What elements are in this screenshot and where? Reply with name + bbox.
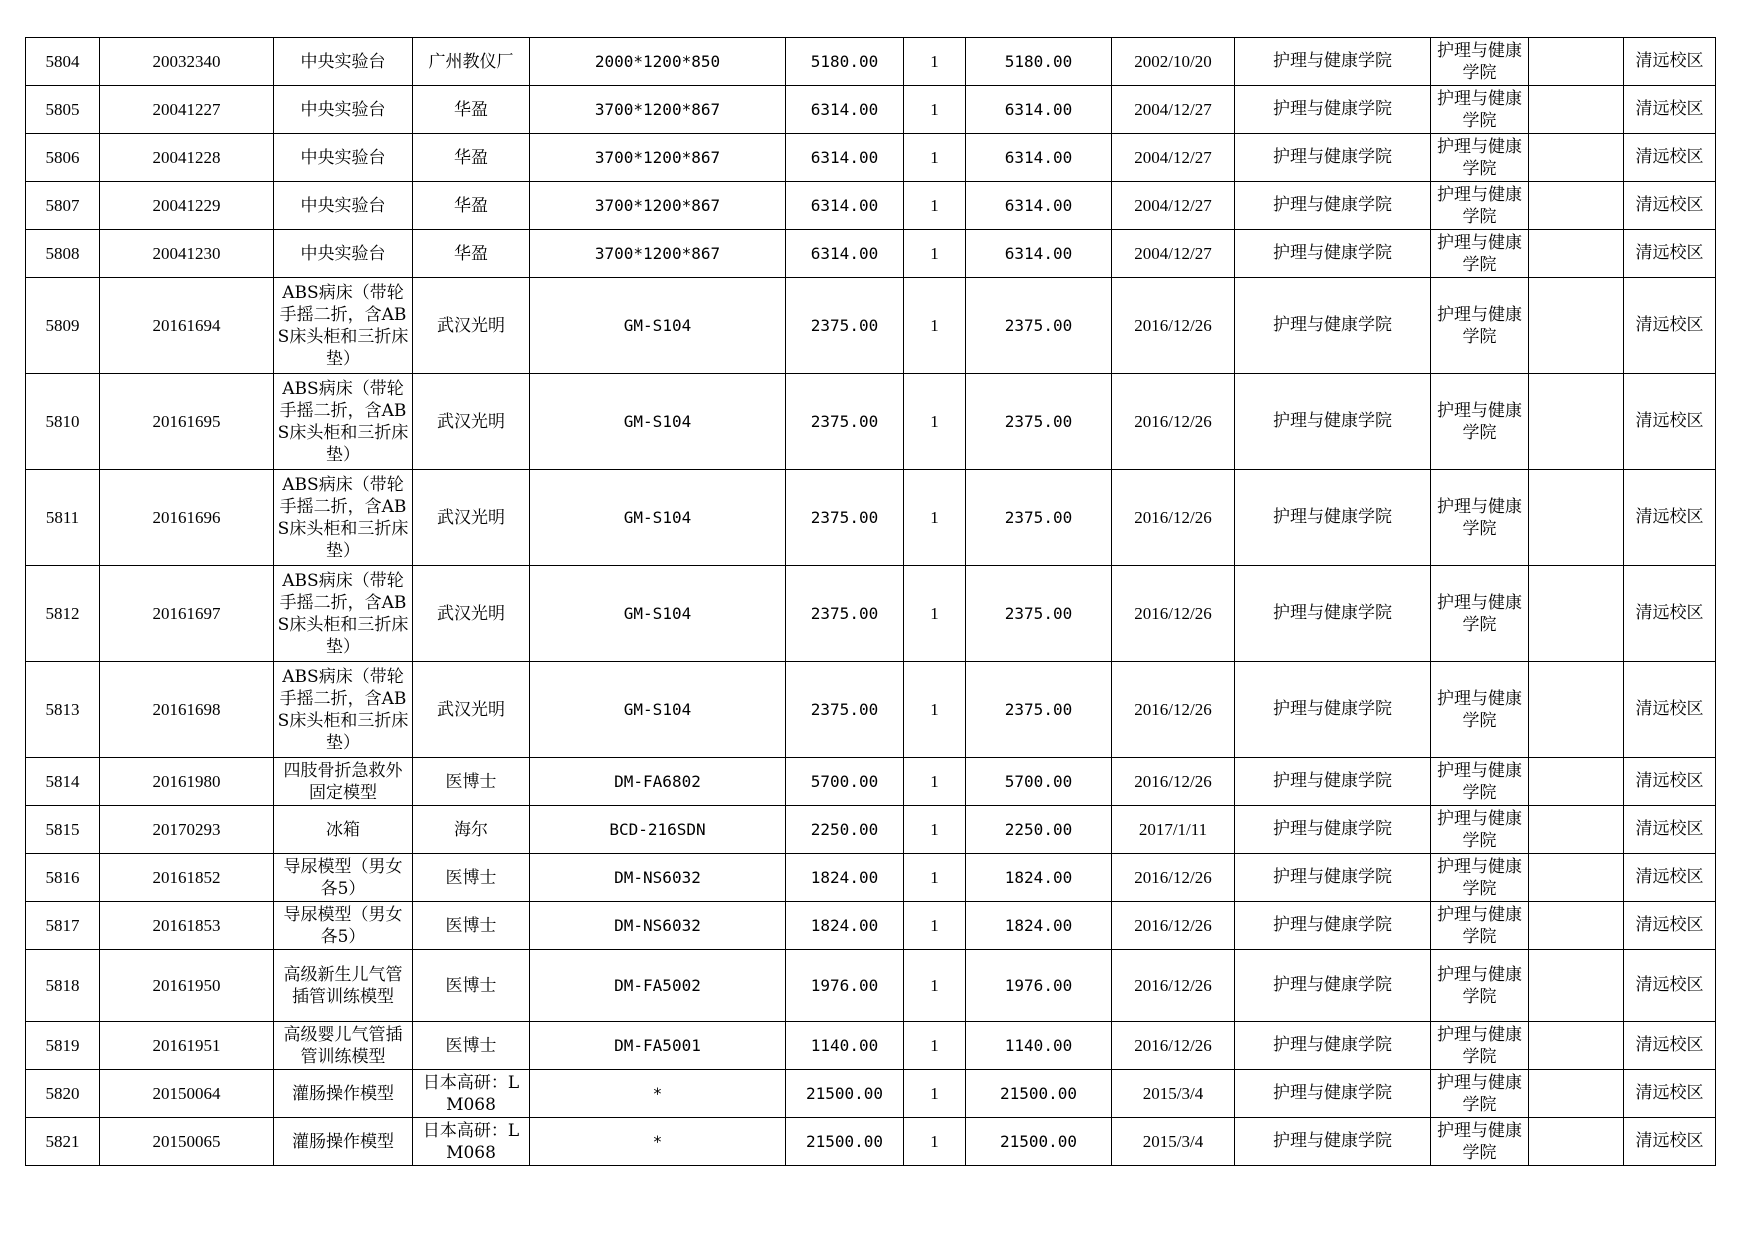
cell-department: 护理与健康学院 — [1235, 1118, 1431, 1166]
cell-quantity: 1 — [904, 1070, 966, 1118]
cell-campus: 清远校区 — [1624, 86, 1716, 134]
cell-seq: 5815 — [26, 806, 100, 854]
cell-seq: 5814 — [26, 758, 100, 806]
cell-asset-code: 20150064 — [100, 1070, 274, 1118]
cell-date: 2015/3/4 — [1112, 1118, 1235, 1166]
cell-maker: 日本高研：LM068 — [413, 1118, 530, 1166]
cell-date: 2016/12/26 — [1112, 278, 1235, 374]
table-row — [26, 566, 1716, 662]
cell-asset-name: 高级新生儿气管插管训练模型 — [274, 950, 413, 1022]
cell-campus: 清远校区 — [1624, 182, 1716, 230]
cell-seq: 5805 — [26, 86, 100, 134]
cell-department: 护理与健康学院 — [1235, 86, 1431, 134]
cell-campus: 清远校区 — [1624, 1022, 1716, 1070]
cell-department: 护理与健康学院 — [1235, 182, 1431, 230]
cell-campus: 清远校区 — [1624, 662, 1716, 758]
cell-quantity: 1 — [904, 134, 966, 182]
cell-date: 2004/12/27 — [1112, 134, 1235, 182]
cell-remark — [1529, 662, 1624, 758]
cell-amount: 5700.00 — [966, 758, 1112, 806]
cell-amount: 21500.00 — [966, 1118, 1112, 1166]
cell-maker: 武汉光明 — [413, 470, 530, 566]
table-row — [26, 374, 1716, 470]
table-row — [26, 950, 1716, 1022]
cell-asset-name: 灌肠操作模型 — [274, 1070, 413, 1118]
cell-quantity: 1 — [904, 86, 966, 134]
cell-campus: 清远校区 — [1624, 1118, 1716, 1166]
cell-remark — [1529, 134, 1624, 182]
cell-quantity: 1 — [904, 806, 966, 854]
cell-asset-name: ABS病床（带轮手摇二折，含ABS床头柜和三折床垫） — [274, 662, 413, 758]
cell-asset-code: 20041230 — [100, 230, 274, 278]
cell-maker: 医博士 — [413, 854, 530, 902]
cell-unit-price: 21500.00 — [786, 1118, 904, 1166]
table-row — [26, 806, 1716, 854]
cell-model: * — [530, 1118, 786, 1166]
cell-amount: 2375.00 — [966, 470, 1112, 566]
cell-unit-price: 2375.00 — [786, 374, 904, 470]
cell-user-department: 护理与健康学院 — [1431, 182, 1529, 230]
cell-asset-name: 导尿模型（男女各5） — [274, 854, 413, 902]
cell-model: DM-FA5001 — [530, 1022, 786, 1070]
cell-department: 护理与健康学院 — [1235, 1022, 1431, 1070]
cell-campus: 清远校区 — [1624, 278, 1716, 374]
cell-model: DM-NS6032 — [530, 902, 786, 950]
cell-unit-price: 2375.00 — [786, 566, 904, 662]
cell-amount: 6314.00 — [966, 134, 1112, 182]
cell-maker: 武汉光明 — [413, 662, 530, 758]
cell-date: 2016/12/26 — [1112, 374, 1235, 470]
cell-remark — [1529, 1070, 1624, 1118]
cell-asset-code: 20041229 — [100, 182, 274, 230]
cell-seq: 5807 — [26, 182, 100, 230]
cell-quantity: 1 — [904, 230, 966, 278]
cell-seq: 5804 — [26, 38, 100, 86]
cell-maker: 医博士 — [413, 902, 530, 950]
cell-date: 2016/12/26 — [1112, 854, 1235, 902]
cell-unit-price: 5180.00 — [786, 38, 904, 86]
cell-seq: 5813 — [26, 662, 100, 758]
cell-asset-code: 20041228 — [100, 134, 274, 182]
cell-model: DM-FA5002 — [530, 950, 786, 1022]
cell-unit-price: 1140.00 — [786, 1022, 904, 1070]
cell-unit-price: 1976.00 — [786, 950, 904, 1022]
cell-unit-price: 1824.00 — [786, 902, 904, 950]
cell-quantity: 1 — [904, 950, 966, 1022]
cell-quantity: 1 — [904, 1022, 966, 1070]
cell-date: 2004/12/27 — [1112, 230, 1235, 278]
cell-asset-code: 20161853 — [100, 902, 274, 950]
cell-model: GM-S104 — [530, 566, 786, 662]
cell-remark — [1529, 374, 1624, 470]
cell-amount: 1824.00 — [966, 854, 1112, 902]
cell-maker: 广州教仪厂 — [413, 38, 530, 86]
cell-department: 护理与健康学院 — [1235, 230, 1431, 278]
cell-maker: 华盈 — [413, 134, 530, 182]
cell-asset-name: ABS病床（带轮手摇二折，含ABS床头柜和三折床垫） — [274, 278, 413, 374]
cell-asset-name: 中央实验台 — [274, 134, 413, 182]
cell-department: 护理与健康学院 — [1235, 38, 1431, 86]
table-row — [26, 758, 1716, 806]
cell-department: 护理与健康学院 — [1235, 278, 1431, 374]
cell-seq: 5810 — [26, 374, 100, 470]
table-row — [26, 38, 1716, 86]
cell-department: 护理与健康学院 — [1235, 758, 1431, 806]
table-row — [26, 470, 1716, 566]
cell-quantity: 1 — [904, 854, 966, 902]
cell-campus: 清远校区 — [1624, 1070, 1716, 1118]
cell-model: 3700*1200*867 — [530, 134, 786, 182]
table-row — [26, 854, 1716, 902]
cell-maker: 华盈 — [413, 182, 530, 230]
cell-model: BCD-216SDN — [530, 806, 786, 854]
cell-remark — [1529, 38, 1624, 86]
cell-department: 护理与健康学院 — [1235, 1070, 1431, 1118]
cell-remark — [1529, 278, 1624, 374]
cell-remark — [1529, 1118, 1624, 1166]
cell-asset-name: 中央实验台 — [274, 230, 413, 278]
cell-asset-code: 20161698 — [100, 662, 274, 758]
cell-model: GM-S104 — [530, 278, 786, 374]
cell-amount: 1976.00 — [966, 950, 1112, 1022]
asset-table — [25, 37, 1716, 1166]
cell-date: 2016/12/26 — [1112, 470, 1235, 566]
cell-seq: 5819 — [26, 1022, 100, 1070]
cell-maker: 医博士 — [413, 1022, 530, 1070]
cell-date: 2002/10/20 — [1112, 38, 1235, 86]
table-row — [26, 1070, 1716, 1118]
cell-remark — [1529, 902, 1624, 950]
cell-asset-code: 20041227 — [100, 86, 274, 134]
cell-unit-price: 5700.00 — [786, 758, 904, 806]
cell-maker: 武汉光明 — [413, 566, 530, 662]
cell-date: 2004/12/27 — [1112, 182, 1235, 230]
cell-seq: 5816 — [26, 854, 100, 902]
cell-model: 3700*1200*867 — [530, 86, 786, 134]
cell-unit-price: 6314.00 — [786, 86, 904, 134]
cell-model: 3700*1200*867 — [530, 230, 786, 278]
table-row — [26, 182, 1716, 230]
cell-maker: 日本高研：LM068 — [413, 1070, 530, 1118]
cell-seq: 5818 — [26, 950, 100, 1022]
cell-quantity: 1 — [904, 566, 966, 662]
cell-asset-code: 20161852 — [100, 854, 274, 902]
cell-department: 护理与健康学院 — [1235, 854, 1431, 902]
cell-unit-price: 21500.00 — [786, 1070, 904, 1118]
cell-asset-code: 20161695 — [100, 374, 274, 470]
cell-remark — [1529, 86, 1624, 134]
cell-campus: 清远校区 — [1624, 902, 1716, 950]
cell-department: 护理与健康学院 — [1235, 902, 1431, 950]
cell-department: 护理与健康学院 — [1235, 134, 1431, 182]
cell-user-department: 护理与健康学院 — [1431, 1118, 1529, 1166]
cell-seq: 5820 — [26, 1070, 100, 1118]
cell-asset-name: ABS病床（带轮手摇二折，含ABS床头柜和三折床垫） — [274, 374, 413, 470]
cell-seq: 5812 — [26, 566, 100, 662]
cell-user-department: 护理与健康学院 — [1431, 278, 1529, 374]
cell-maker: 武汉光明 — [413, 278, 530, 374]
cell-unit-price: 6314.00 — [786, 134, 904, 182]
cell-quantity: 1 — [904, 182, 966, 230]
cell-maker: 海尔 — [413, 806, 530, 854]
cell-date: 2016/12/26 — [1112, 566, 1235, 662]
cell-campus: 清远校区 — [1624, 566, 1716, 662]
cell-asset-name: 灌肠操作模型 — [274, 1118, 413, 1166]
cell-campus: 清远校区 — [1624, 38, 1716, 86]
cell-remark — [1529, 854, 1624, 902]
cell-remark — [1529, 230, 1624, 278]
cell-date: 2016/12/26 — [1112, 950, 1235, 1022]
cell-date: 2016/12/26 — [1112, 902, 1235, 950]
cell-date: 2004/12/27 — [1112, 86, 1235, 134]
cell-department: 护理与健康学院 — [1235, 662, 1431, 758]
cell-asset-name: 冰箱 — [274, 806, 413, 854]
table-row — [26, 902, 1716, 950]
cell-seq: 5806 — [26, 134, 100, 182]
cell-amount: 6314.00 — [966, 230, 1112, 278]
cell-asset-name: ABS病床（带轮手摇二折，含ABS床头柜和三折床垫） — [274, 566, 413, 662]
cell-model: 3700*1200*867 — [530, 182, 786, 230]
cell-amount: 2375.00 — [966, 662, 1112, 758]
cell-user-department: 护理与健康学院 — [1431, 806, 1529, 854]
cell-amount: 2250.00 — [966, 806, 1112, 854]
cell-user-department: 护理与健康学院 — [1431, 1022, 1529, 1070]
cell-date: 2016/12/26 — [1112, 662, 1235, 758]
cell-user-department: 护理与健康学院 — [1431, 758, 1529, 806]
cell-amount: 2375.00 — [966, 278, 1112, 374]
cell-maker: 武汉光明 — [413, 374, 530, 470]
cell-quantity: 1 — [904, 758, 966, 806]
cell-unit-price: 2375.00 — [786, 662, 904, 758]
cell-user-department: 护理与健康学院 — [1431, 374, 1529, 470]
cell-amount: 2375.00 — [966, 374, 1112, 470]
cell-remark — [1529, 470, 1624, 566]
cell-asset-name: 中央实验台 — [274, 182, 413, 230]
cell-asset-code: 20161950 — [100, 950, 274, 1022]
cell-quantity: 1 — [904, 278, 966, 374]
table-row — [26, 662, 1716, 758]
cell-date: 2016/12/26 — [1112, 758, 1235, 806]
cell-quantity: 1 — [904, 374, 966, 470]
cell-model: * — [530, 1070, 786, 1118]
cell-remark — [1529, 182, 1624, 230]
cell-asset-code: 20150065 — [100, 1118, 274, 1166]
cell-user-department: 护理与健康学院 — [1431, 1070, 1529, 1118]
cell-user-department: 护理与健康学院 — [1431, 230, 1529, 278]
cell-asset-code: 20161694 — [100, 278, 274, 374]
cell-seq: 5809 — [26, 278, 100, 374]
cell-model: 2000*1200*850 — [530, 38, 786, 86]
cell-unit-price: 1824.00 — [786, 854, 904, 902]
cell-campus: 清远校区 — [1624, 374, 1716, 470]
cell-user-department: 护理与健康学院 — [1431, 566, 1529, 662]
table-row — [26, 1022, 1716, 1070]
cell-quantity: 1 — [904, 470, 966, 566]
cell-asset-code: 20161697 — [100, 566, 274, 662]
cell-asset-code: 20161980 — [100, 758, 274, 806]
table-row — [26, 230, 1716, 278]
cell-asset-name: 中央实验台 — [274, 86, 413, 134]
cell-unit-price: 2375.00 — [786, 470, 904, 566]
cell-department: 护理与健康学院 — [1235, 950, 1431, 1022]
cell-amount: 1140.00 — [966, 1022, 1112, 1070]
cell-asset-code: 20170293 — [100, 806, 274, 854]
cell-asset-name: 中央实验台 — [274, 38, 413, 86]
cell-amount: 6314.00 — [966, 182, 1112, 230]
cell-asset-name: 导尿模型（男女各5） — [274, 902, 413, 950]
cell-maker: 华盈 — [413, 86, 530, 134]
cell-user-department: 护理与健康学院 — [1431, 134, 1529, 182]
cell-remark — [1529, 806, 1624, 854]
cell-unit-price: 2375.00 — [786, 278, 904, 374]
cell-user-department: 护理与健康学院 — [1431, 470, 1529, 566]
cell-amount: 2375.00 — [966, 566, 1112, 662]
cell-department: 护理与健康学院 — [1235, 566, 1431, 662]
cell-campus: 清远校区 — [1624, 854, 1716, 902]
cell-seq: 5808 — [26, 230, 100, 278]
cell-maker: 医博士 — [413, 950, 530, 1022]
cell-seq: 5811 — [26, 470, 100, 566]
cell-quantity: 1 — [904, 1118, 966, 1166]
cell-seq: 5817 — [26, 902, 100, 950]
table-row — [26, 86, 1716, 134]
cell-remark — [1529, 1022, 1624, 1070]
cell-campus: 清远校区 — [1624, 758, 1716, 806]
cell-remark — [1529, 950, 1624, 1022]
cell-date: 2015/3/4 — [1112, 1070, 1235, 1118]
cell-campus: 清远校区 — [1624, 950, 1716, 1022]
table-row — [26, 278, 1716, 374]
cell-quantity: 1 — [904, 38, 966, 86]
cell-amount: 21500.00 — [966, 1070, 1112, 1118]
cell-asset-name: 四肢骨折急救外固定模型 — [274, 758, 413, 806]
cell-campus: 清远校区 — [1624, 134, 1716, 182]
cell-model: GM-S104 — [530, 662, 786, 758]
cell-campus: 清远校区 — [1624, 806, 1716, 854]
cell-department: 护理与健康学院 — [1235, 806, 1431, 854]
cell-campus: 清远校区 — [1624, 470, 1716, 566]
cell-user-department: 护理与健康学院 — [1431, 854, 1529, 902]
cell-unit-price: 6314.00 — [786, 230, 904, 278]
cell-model: GM-S104 — [530, 470, 786, 566]
table-row — [26, 1118, 1716, 1166]
cell-amount: 5180.00 — [966, 38, 1112, 86]
cell-asset-name: ABS病床（带轮手摇二折，含ABS床头柜和三折床垫） — [274, 470, 413, 566]
cell-user-department: 护理与健康学院 — [1431, 662, 1529, 758]
cell-maker: 医博士 — [413, 758, 530, 806]
cell-asset-code: 20161696 — [100, 470, 274, 566]
cell-quantity: 1 — [904, 662, 966, 758]
cell-amount: 6314.00 — [966, 86, 1112, 134]
cell-seq: 5821 — [26, 1118, 100, 1166]
cell-model: GM-S104 — [530, 374, 786, 470]
cell-department: 护理与健康学院 — [1235, 470, 1431, 566]
cell-asset-name: 高级婴儿气管插管训练模型 — [274, 1022, 413, 1070]
cell-unit-price: 6314.00 — [786, 182, 904, 230]
cell-user-department: 护理与健康学院 — [1431, 950, 1529, 1022]
cell-asset-code: 20161951 — [100, 1022, 274, 1070]
cell-remark — [1529, 758, 1624, 806]
cell-date: 2017/1/11 — [1112, 806, 1235, 854]
cell-date: 2016/12/26 — [1112, 1022, 1235, 1070]
cell-model: DM-NS6032 — [530, 854, 786, 902]
cell-remark — [1529, 566, 1624, 662]
cell-model: DM-FA6802 — [530, 758, 786, 806]
cell-department: 护理与健康学院 — [1235, 374, 1431, 470]
cell-maker: 华盈 — [413, 230, 530, 278]
cell-user-department: 护理与健康学院 — [1431, 902, 1529, 950]
cell-user-department: 护理与健康学院 — [1431, 38, 1529, 86]
table-row — [26, 134, 1716, 182]
cell-campus: 清远校区 — [1624, 230, 1716, 278]
cell-quantity: 1 — [904, 902, 966, 950]
cell-user-department: 护理与健康学院 — [1431, 86, 1529, 134]
cell-asset-code: 20032340 — [100, 38, 274, 86]
cell-unit-price: 2250.00 — [786, 806, 904, 854]
table-body — [26, 38, 1716, 1166]
cell-amount: 1824.00 — [966, 902, 1112, 950]
